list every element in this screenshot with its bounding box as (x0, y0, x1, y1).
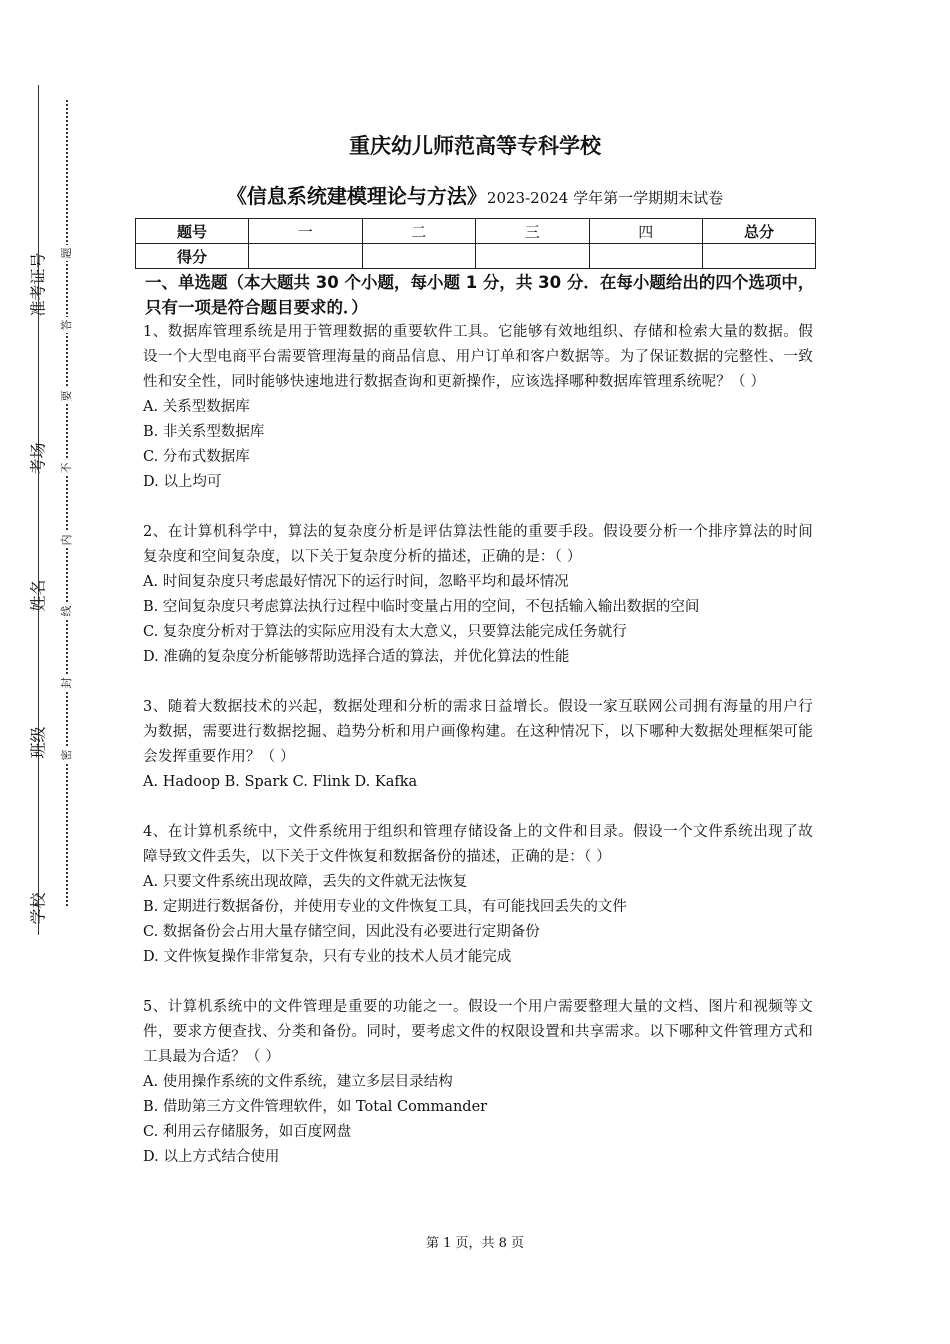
question-3 (143, 695, 813, 795)
exam-room-label: 考场 (28, 442, 48, 475)
score-header-cell: 一 (249, 219, 363, 244)
exam-subtitle: 2023-2024 学年第一学期期末试卷 (486, 189, 724, 207)
score-cell[interactable] (476, 244, 590, 269)
question-stem: 4、在计算机系统中，文件系统用于组织和管理存储设备上的文件和目录。假设一个文件系统出现了故障导致文件丢失，以下关于文件恢复和数据备份的描述，正确的是：（ ） (143, 824, 813, 865)
question-option: C. 分布式数据库 (143, 449, 250, 465)
section-heading: 一、单选题（本大题共 30 个小题，每小题 1 分，共 30 分．在每小题给出的四个选项中，只有一项是符合题目要求的．） (145, 273, 815, 317)
score-cell[interactable] (362, 244, 476, 269)
question-option: C. 数据备份会占用大量存储空间，因此没有必要进行定期备份 (143, 924, 540, 940)
question-option: D. 文件恢复操作非常复杂，只有专业的技术人员才能完成 (143, 949, 512, 965)
question-option: C. 利用云存储服务，如百度网盘 (143, 1124, 352, 1140)
question-option: A. 关系型数据库 (143, 399, 250, 415)
question-stem: 2、在计算机科学中，算法的复杂度分析是评估算法性能的重要手段。假设要分析一个排序算法的时间复杂度和空间复杂度，以下关于复杂度分析的描述，正确的是：（ ） (143, 524, 813, 565)
question-option: A. 使用操作系统的文件系统，建立多层目录结构 (143, 1074, 453, 1090)
question-2 (143, 520, 813, 670)
seal-char: 答 (58, 317, 74, 333)
question-option: D. 准确的复杂度分析能够帮助选择合适的算法，并优化算法的性能 (143, 649, 570, 665)
score-table-header-row (136, 219, 816, 244)
school-label: 学校 (28, 892, 48, 925)
question-option: A. Hadoop B. Spark C. Flink D. Kafka (143, 774, 418, 790)
question-4 (143, 820, 813, 970)
question-option: B. 借助第三方文件管理软件，如 Total Commander (143, 1099, 488, 1115)
question-option: D. 以上均可 (143, 474, 222, 490)
student-name-label: 姓名 (28, 579, 48, 612)
question-stem: 1、数据库管理系统是用于管理数据的重要软件工具。它能够有效地组织、存储和检索大量的数据。假设一个大型电商平台需要管理海量的商品信息、用户订单和客户数据等。为了保证数据的完整性、一致性和安全性，同时能够快速地进行数据查询和更新操作，应该选择哪种数据库管理系统呢？（ ） (143, 324, 813, 390)
binding-line (38, 85, 39, 935)
seal-char: 内 (58, 532, 74, 548)
exam-id-label: 准考证号 (28, 252, 48, 317)
seal-char: 密 (58, 747, 74, 763)
score-header-cell: 题号 (136, 219, 249, 244)
question-option: B. 定期进行数据备份，并使用专业的文件恢复工具，有可能找回丢失的文件 (143, 899, 627, 915)
score-cell[interactable] (589, 244, 703, 269)
page-number: 第 1 页，共 8 页 (425, 1236, 525, 1251)
question-option: B. 非关系型数据库 (143, 424, 265, 440)
seal-char: 要 (58, 388, 74, 404)
score-header-cell: 三 (476, 219, 590, 244)
question-option: D. 以上方式结合使用 (143, 1149, 280, 1165)
seal-char: 封 (58, 675, 74, 691)
class-label: 班级 (28, 726, 48, 759)
question-stem: 5、计算机系统中的文件管理是重要的功能之一。假设一个用户需要整理大量的文档、图片和视频等文件，要求方便查找、分类和备份。同时，要考虑文件的权限设置和共享需求。以下哪种文件管理方式和工具最为合适？（ ） (143, 999, 813, 1065)
seal-dotted-line (66, 100, 68, 906)
seal-char: 线 (58, 603, 74, 619)
course-name: 《信息系统建模理论与方法》 (226, 184, 487, 208)
question-5 (143, 995, 813, 1170)
score-row-label: 得分 (136, 244, 249, 269)
score-header-cell: 四 (589, 219, 703, 244)
question-1 (143, 320, 813, 495)
score-cell[interactable] (703, 244, 816, 269)
question-stem: 3、随着大数据技术的兴起，数据处理和分析的需求日益增长。假设一家互联网公司拥有海量的用户行为数据，需要进行数据挖掘、趋势分析和用户画像构建。在这种情况下，以下哪种大数据处理框架可能会发挥重要作用？（ ） (143, 699, 813, 765)
question-option: A. 时间复杂度只考虑最好情况下的运行时间，忽略平均和最坏情况 (143, 574, 569, 590)
exam-title (0, 180, 950, 209)
score-header-cell: 总分 (703, 219, 816, 244)
question-option: C. 复杂度分析对于算法的实际应用没有太大意义，只要算法能完成任务就行 (143, 624, 627, 640)
question-list (143, 320, 813, 1195)
score-table-score-row (136, 244, 816, 269)
question-option: A. 只要文件系统出现故障，丢失的文件就无法恢复 (143, 874, 468, 890)
question-option: B. 空间复杂度只考虑算法执行过程中临时变量占用的空间，不包括输入输出数据的空间 (143, 599, 700, 615)
score-table (135, 218, 816, 269)
school-title: 重庆幼儿师范高等专科学校 (349, 134, 601, 158)
seal-char: 题 (58, 245, 74, 261)
seal-char: 不 (58, 460, 74, 476)
score-header-cell: 二 (362, 219, 476, 244)
score-cell[interactable] (249, 244, 363, 269)
